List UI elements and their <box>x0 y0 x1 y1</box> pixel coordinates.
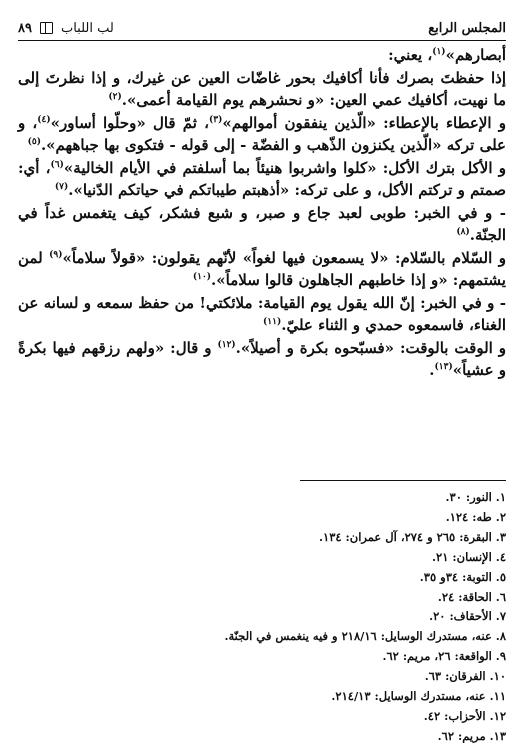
paragraph: - و في الخبر: إنّ الله يقول يوم القيامة: ملائكتي! من حفظ سمعه و لسانه عن الغناء، فاسمعوه حمدي و الثناء عليّ.$^{(١١)}$ <box>18 293 506 334</box>
main-text <box>18 44 506 382</box>
paragraph: و الإعطاء بالإعطاء: «الّذين ينفقون أموالهم»$^{(٣)}$، ثمّ قال «وحلّوا أساور»$^{(٤)}$، و على تركه «الّذين يكنزون الذّهب و الفضّة - إلى قوله - فتكوى بها جباههم».$^{(٥)}$ <box>18 113 507 154</box>
chapter-title: المجلس الرابع <box>428 20 506 36</box>
paragraph: و الوقت بالوقت: «فسبّحوه بكرة و أصيلاً».$^{(١٢)}$ و قال: «ولهم رزقهم فيها بكرةً و عشياً»$^{(١٣)}$. <box>18 338 506 379</box>
footnote-rule <box>300 480 506 481</box>
footnote: ٩. الواقعة: ٢٦، مريم: ٦٢. <box>382 649 506 664</box>
book-title: لب اللباب <box>60 20 114 36</box>
paragraph: و السّلام بالسّلام: «لا يسمعون فيها لغواً» لأنّهم يقولون: «قولاً سلاماً»$^{(٩)}$ لمن يشتمهم: «و إذا خاطبهم الجاهلون قالوا سلاماً».$^{(١٠)}$ <box>18 248 506 289</box>
footnote: ٣. البقرة: ٢٦٥ و ٢٧٤، آل عمران: ١٣٤. <box>319 529 506 544</box>
paragraph: إذا حفظتَ بصرك فأنا أكافيك بحور غاضّات العين عن غيرك، و إذا نظرتَ إلى ما نهيت، أكافيك عمي العين: «و نحشرهم يوم القيامة أعمى».$^{(٢)}$ <box>18 68 506 109</box>
page-header <box>18 16 506 40</box>
footnote: ٧. الأحقاف: ٢٠. <box>429 609 506 624</box>
footnote: ١٢. الأحزاب: ٤٢. <box>423 708 506 723</box>
footnote: ١١. عنه، مستدرك الوسايل: ٢١٤/١٣. <box>331 689 506 704</box>
paragraph: أبصارهم»$^{(١)}$، يعني: <box>388 46 506 64</box>
page-number: ٨٩ <box>18 20 32 36</box>
footnotes <box>120 488 506 747</box>
footnote: ٥. التوبة: ٣٤و ٣٥. <box>419 569 506 584</box>
header-rule <box>18 40 506 41</box>
book-icon <box>40 22 53 34</box>
footnote: ٦. الحاقة: ٢٤. <box>437 589 506 604</box>
paragraph: و الأكل بترك الأكل: «كلوا واشربوا هنيئاً بما أسلفتم في الأيام الخالية»$^{(٦)}$، أي: صمتم و تركتم الأكل، و على تركه: «أذهبتم طيباتكم في حياتكم الدّنيا».$^{(٧)}$ <box>18 158 506 199</box>
footnote: ٢. طه: ١٢٤. <box>445 509 506 524</box>
footnote: ٤. الإنسان: ٢١. <box>432 549 506 564</box>
footnote: ٨. عنه، مستدرك الوسايل: ٢١٨/١٦ و فيه ينغمس في الجنّة. <box>224 629 506 644</box>
paragraph: - و في الخبر: طوبى لعبد جاع و صبر، و شبع فشكر، كيف يتغمس غداً في الجنّة.$^{(٨)}$ <box>18 203 506 244</box>
footnote: ١٣. مريم: ٦٢. <box>437 728 506 743</box>
footnote: ١. النور: ٣٠. <box>445 490 506 504</box>
footnote: ١٠. الفرقان: ٦٣. <box>424 669 506 684</box>
